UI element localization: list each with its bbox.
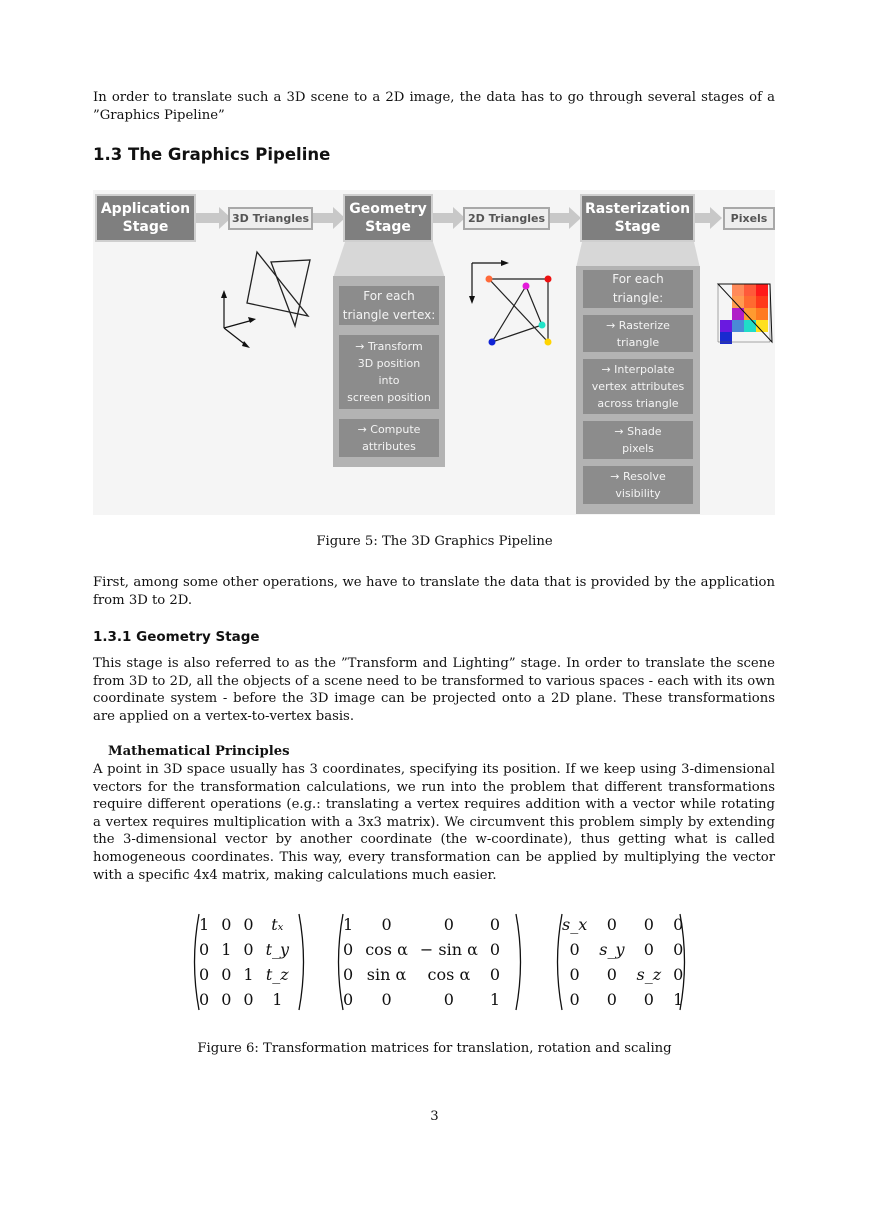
right-paren (679, 912, 689, 1012)
right-paren (298, 912, 308, 1012)
raster-box-interpolate: → Interpolate vertex attributes across triangle (583, 359, 693, 414)
raster-box-rasterize: → Rasterize triangle (583, 315, 693, 352)
raster-box-header: For each triangle: (583, 270, 693, 308)
matrix-cell: 0 (343, 965, 354, 984)
subsection-title: 1.3.1 Geometry Stage (93, 629, 260, 645)
matrix-cell: t_z (265, 965, 289, 984)
matrix-cell: s_y (599, 940, 625, 959)
figure6-caption: Figure 6: Transformation matrices for translation, rotation and scaling (197, 1041, 672, 1056)
intro-paragraph: In order to translate such a 3D scene to a 2D image, the data has to go through several stages of a ”Graphics Pipeline” (93, 90, 775, 123)
arrow-icon (432, 213, 453, 223)
matrix-cell: 0 (489, 965, 501, 984)
matrix-cell: 0 (243, 940, 254, 959)
matrix-cell: 0 (243, 990, 254, 1009)
pixels-illustration (712, 280, 778, 346)
matrix-cell: 0 (673, 915, 684, 934)
matrix-cell: 0 (643, 915, 654, 934)
section-title: 1.3 The Graphics Pipeline (93, 145, 331, 164)
matrix-row (337, 912, 506, 937)
matrix-row (337, 937, 506, 962)
matrix-cell: 0 (489, 940, 501, 959)
3d-triangles-illustration (215, 248, 327, 352)
matrix-cell: 0 (569, 940, 580, 959)
arrow-icon (694, 213, 710, 223)
tag-pixels: Pixels (723, 207, 775, 230)
matrix-row (193, 987, 295, 1012)
matrix-row (337, 987, 506, 1012)
rasterization-stage: Rasterization Stage (580, 194, 695, 242)
matrix-cell: 1 (199, 915, 210, 934)
raster-box-resolve: → Resolve visibility (583, 466, 693, 504)
matrix-translation (193, 912, 295, 1012)
matrix-cell: tₓ (271, 915, 284, 934)
matrix-cell: t_y (265, 940, 290, 959)
geometry-stage: Geometry Stage (343, 194, 433, 242)
matrix-cell: 0 (606, 915, 617, 934)
paragraph-math: A point in 3D space usually has 3 coordinates, specifying its position. If we keep using 3-dimensional vectors for the transformation calculations, we run into the problem that different transformations require different operations (e.g.: translating a vertex requires addition with a vector while rotating a vertex requires multiplication with a 3x3 matrix). We circumvent this problem simply by extending the 3-dimensional vector by another coordinate (the w-coordinate), thus getting what is called homogeneous coordinates. This way, every transformation can be applied by multiplying the vector with a specific 4x4 matrix, making calculations much easier. (93, 762, 775, 883)
matrix-row (193, 912, 295, 937)
2d-triangles-illustration (465, 258, 555, 350)
rasterization-funnel (576, 242, 700, 268)
matrix-cell: 0 (199, 990, 210, 1009)
matrix-cell: 0 (673, 965, 684, 984)
matrix-cell: cos α (427, 965, 471, 984)
matrix-cell: 0 (673, 940, 684, 959)
matrix-cell: 0 (643, 940, 654, 959)
matrix-cell: cos α (365, 940, 408, 959)
tag-2d-triangles: 2D Triangles (463, 207, 550, 230)
matrix-cell: sin α (366, 965, 407, 984)
paragraph-first: First, among some other operations, we have to translate the data that is provided by the application from 3D to 2D. (93, 575, 775, 608)
matrix-cell: 0 (221, 990, 232, 1009)
arrow-icon (313, 213, 333, 223)
math-heading: Mathematical Principles (108, 744, 290, 759)
matrix-cell: 0 (343, 940, 354, 959)
matrix-cell: 0 (489, 915, 501, 934)
matrix-cell: s_z (636, 965, 662, 984)
matrix-cell: 1 (221, 940, 232, 959)
matrix-cell: 0 (606, 965, 617, 984)
matrix-cell: 0 (243, 915, 254, 934)
tag-3d-triangles: 3D Triangles (228, 207, 313, 230)
matrix-row (337, 962, 506, 987)
application-stage: Application Stage (95, 194, 196, 242)
matrix-cell: 0 (443, 990, 454, 1009)
matrix-cell: 0 (343, 990, 354, 1009)
matrix-cell: 1 (243, 965, 254, 984)
geometry-box-header: For each triangle vertex: (339, 286, 439, 325)
matrix-row (556, 987, 689, 1012)
matrix-cell: 0 (569, 990, 580, 1009)
raster-box-shade: → Shade pixels (583, 421, 693, 459)
matrix-cell: − sin α (419, 940, 478, 959)
paragraph-geometry: This stage is also referred to as the ”Transform and Lighting” stage. In order to translate the scene from 3D to 2D, all the objects of a scene need to be transformed to various spaces - each with its own coordinate system - before the 3D image can be projected onto a 2D plane. These transformations are applied on a vertex-to-vertex basis. (93, 656, 775, 724)
geometry-funnel (333, 242, 445, 278)
matrix-cell: 0 (443, 915, 454, 934)
matrix-scaling (556, 912, 689, 1012)
matrix-cell: 0 (643, 990, 654, 1009)
matrix-row (556, 912, 689, 937)
arrow-icon (195, 213, 219, 223)
matrix-cell: 0 (221, 915, 232, 934)
matrix-cell: 1 (343, 915, 354, 934)
matrix-cell: s_x (562, 915, 588, 934)
matrix-cell: 0 (606, 990, 617, 1009)
matrix-cell: 0 (381, 990, 392, 1009)
geometry-box-attributes: → Compute attributes (339, 419, 439, 457)
matrix-cell: 0 (569, 965, 580, 984)
page-number: 3 (430, 1109, 439, 1124)
matrix-row (193, 962, 295, 987)
matrix-cell: 0 (199, 940, 210, 959)
matrix-rotation (337, 912, 506, 1012)
matrix-row (193, 937, 295, 962)
right-paren (515, 912, 525, 1012)
arrow-icon (549, 213, 569, 223)
matrix-cell: 0 (199, 965, 210, 984)
matrix-row (556, 937, 689, 962)
matrix-cell: 0 (381, 915, 392, 934)
matrix-cell: 0 (221, 965, 232, 984)
matrix-cell: 1 (272, 990, 283, 1009)
matrix-cell: 1 (489, 990, 501, 1009)
matrix-cell: 1 (673, 990, 684, 1009)
figure5-caption: Figure 5: The 3D Graphics Pipeline (316, 534, 553, 549)
matrix-row (556, 962, 689, 987)
geometry-box-transform: → Transform 3D position into screen position (339, 335, 439, 409)
